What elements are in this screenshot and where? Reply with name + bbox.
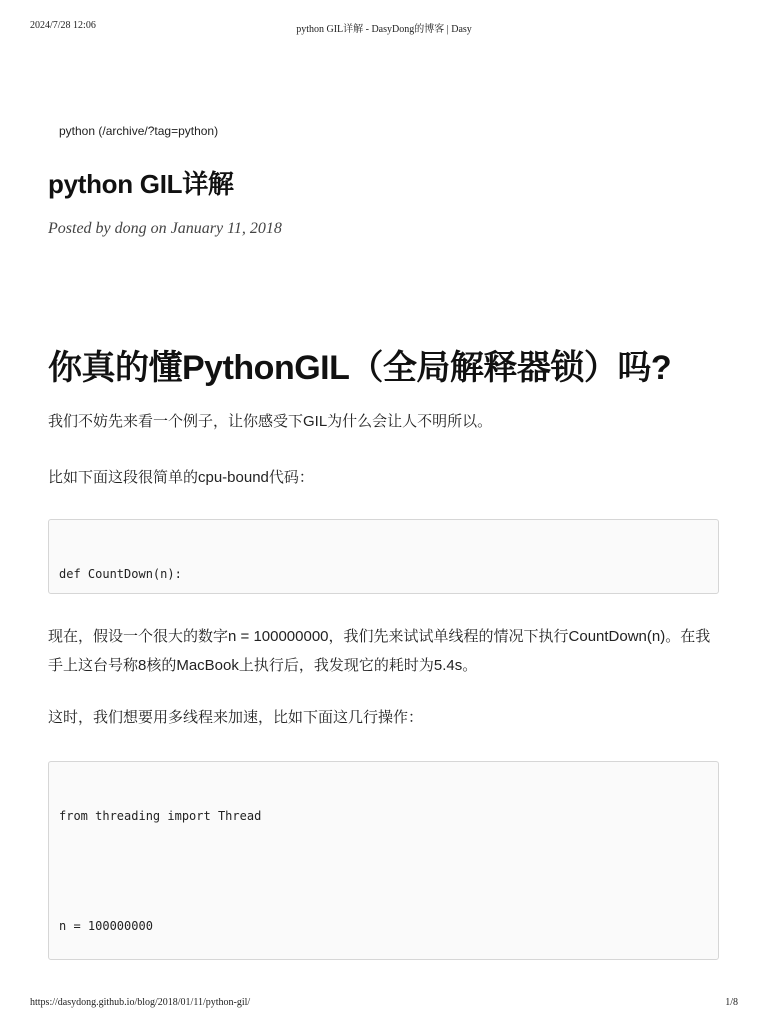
post-meta: Posted by dong on January 11, 2018: [48, 220, 282, 237]
paragraph-cpu-bound: 比如下面这段很简单的cpu-bound代码：: [48, 469, 314, 486]
code-block-threading: [48, 761, 719, 960]
paragraph-single-thread: 现在，假设一个很大的数字n = 100000000，我们先来试试单线程的情况下执行CountDown(n)。在我手上这台号称8核的MacBook上执行后，我发现它的耗时为5.4s。: [48, 628, 711, 674]
paragraph-intro: 我们不妨先来看一个例子，让你感受下GIL为什么会让人不明所以。: [48, 413, 493, 430]
print-page-title: python GIL详解 - DasyDong的博客 | Dasy: [296, 24, 472, 35]
print-footer: [0, 993, 768, 1013]
print-url: https://dasydong.github.io/blog/2018/01/11/python-gil/: [30, 997, 251, 1008]
print-datetime: 2024/7/28 12:06: [30, 20, 96, 31]
code-line: from threading import Thread: [59, 809, 262, 824]
code-line: n = 100000000: [59, 918, 153, 933]
paragraph-multi-thread: 这时，我们想要用多线程来加速，比如下面这几行操作：: [48, 709, 424, 726]
section-heading: 你真的懂PythonGIL（全局解释器锁）吗?: [48, 349, 672, 387]
print-header: [0, 16, 768, 36]
tag-link-python[interactable]: python (/archive/?tag=python): [59, 124, 219, 138]
code-block-countdown: [48, 519, 719, 594]
print-page-number: 1/8: [725, 997, 738, 1008]
post-title: python GIL详解: [48, 169, 234, 199]
code-line: def CountDown(n):: [59, 567, 182, 582]
code-line: [59, 862, 708, 880]
